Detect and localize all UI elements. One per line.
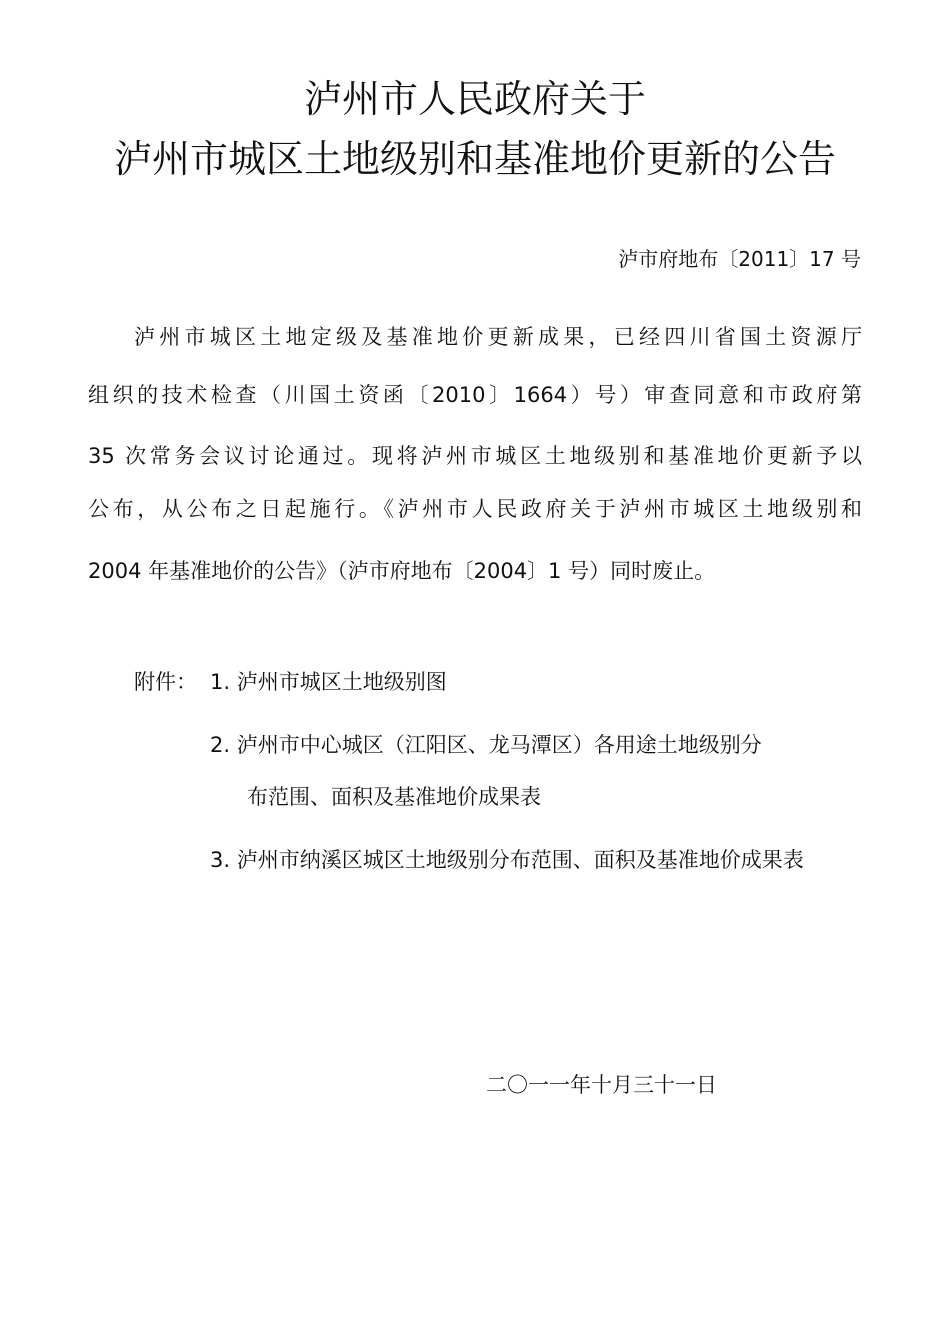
body-line-3: 35 次常务会议讨论通过。现将泸州市城区土地级别和基准地价更新予以 <box>88 444 862 468</box>
body-line-2: 组织的技术检查（川国土资函〔2010〕1664）号）审查同意和市政府第 <box>88 383 862 407</box>
attachment-item-2: 2. 泸州市中心城区（江阳区、龙马潭区）各用途土地级别分 <box>210 733 762 757</box>
body-line-4: 公布，从公布之日起施行。《泸州市人民政府关于泸州市城区土地级别和 <box>88 497 862 521</box>
body-line-1: 泸州市城区土地定级及基准地价更新成果，已经四川省国土资源厅 <box>134 325 862 349</box>
attachment-item-2-continued: 布范围、面积及基准地价成果表 <box>247 785 541 809</box>
title-line-1: 泸州市人民政府关于 <box>303 77 646 121</box>
document-number: 泸市府地布〔2011〕17 号 <box>618 247 861 271</box>
issue-date: 二〇一一年十月三十一日 <box>486 1073 717 1097</box>
attachment-item-1: 1. 泸州市城区土地级别图 <box>210 670 447 694</box>
attachments-prefix: 附件： <box>134 670 197 694</box>
attachment-item-3: 3. 泸州市纳溪区城区土地级别分布范围、面积及基准地价成果表 <box>210 848 804 872</box>
body-line-5: 2004 年基准地价的公告》（泸市府地布〔2004〕1 号）同时废止。 <box>88 559 716 583</box>
title-line-2: 泸州市城区土地级别和基准地价更新的公告 <box>113 137 836 181</box>
